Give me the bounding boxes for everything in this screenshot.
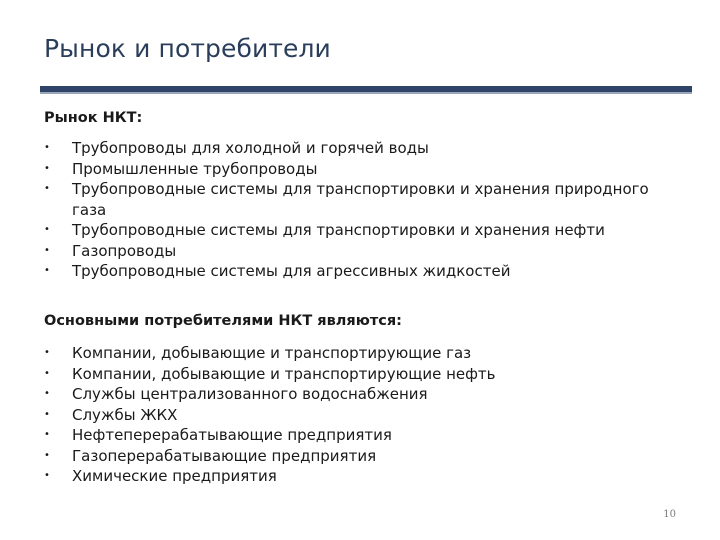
bullet-icon: • (44, 162, 50, 174)
bullet-icon: • (44, 183, 50, 194)
list-item: • Службы централизованного водоснабжения (44, 385, 428, 403)
market-list (44, 138, 684, 282)
consumers-list (44, 343, 684, 487)
bullet-icon: • (44, 429, 50, 440)
list-item: • Компании, добывающие и транспортирующие нефть (44, 364, 496, 383)
bullet-icon: • (44, 265, 50, 276)
list-item: • Трубопроводные системы для транспортировки и хранения нефти (44, 221, 605, 239)
bullet-icon: • (44, 244, 50, 256)
list-item: • Нефтеперерабатывающие предприятия (44, 426, 392, 444)
consumers-heading: Основными потребителями НКТ являются: (44, 313, 402, 329)
bullet-icon: • (44, 449, 50, 461)
market-heading: Рынок НКТ: (44, 110, 143, 126)
bullet-icon: • (44, 142, 50, 153)
list-item: • Компании, добывающие и транспортирующие газ (44, 344, 472, 362)
bullet-icon: • (44, 224, 50, 235)
title-divider (40, 86, 692, 92)
list-item: • Службы ЖКХ (44, 405, 178, 424)
list-item: • Трубопроводные системы для агрессивных жидкостей (44, 262, 511, 280)
list-item: • Газопроводы (44, 241, 177, 260)
bullet-icon: • (44, 347, 50, 358)
list-item: • Промышленные трубопроводы (44, 159, 318, 178)
list-item: • Трубопроводные системы для транспортировки и хранения природного газа (44, 180, 649, 219)
bullet-icon: • (44, 367, 50, 379)
slide-title: Рынок и потребители (44, 34, 331, 63)
list-item: • Химические предприятия (44, 467, 277, 485)
list-item: • Трубопроводы для холодной и горячей воды (44, 139, 429, 157)
bullet-icon: • (44, 470, 50, 481)
list-item: • Газоперерабатывающие предприятия (44, 446, 377, 465)
bullet-icon: • (44, 388, 50, 399)
page-number: 10 (663, 509, 676, 520)
bullet-icon: • (44, 408, 50, 420)
